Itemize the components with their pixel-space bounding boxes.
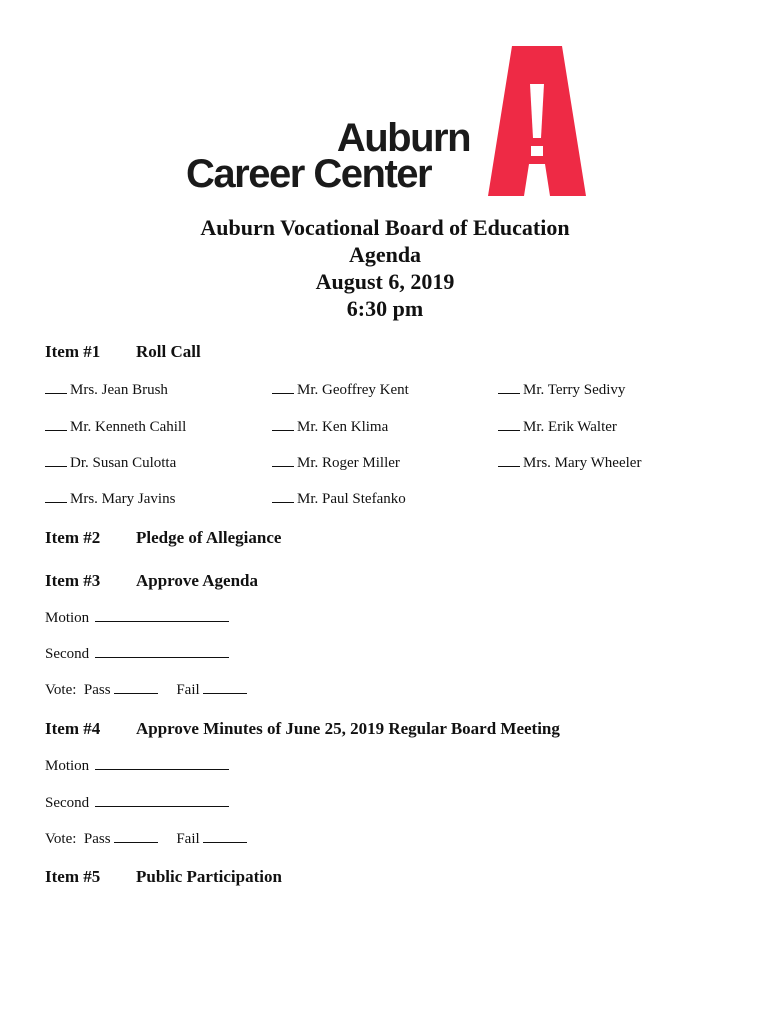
auburn-career-center-logo — [186, 46, 586, 198]
item-label: Pledge of Allegiance — [136, 528, 282, 547]
roll-call-entry: Mrs. Jean Brush — [45, 382, 168, 399]
roll-call-entry: Mrs. Mary Wheeler — [498, 455, 641, 472]
agenda-item-1 — [45, 342, 201, 362]
roll-call-entry: Mr. Geoffrey Kent — [272, 382, 409, 399]
item-number: Item #2 — [45, 528, 101, 547]
board-title: Auburn Vocational Board of Education — [200, 215, 570, 240]
vote-line: Vote: Pass Fail — [45, 682, 250, 699]
logo-line-career-center: Career Center — [186, 152, 432, 196]
logo-line-auburn: Auburn — [336, 116, 470, 160]
roll-call-entry: Mr. Ken Klima — [272, 419, 388, 436]
logo-a-mark-icon — [488, 46, 586, 198]
meeting-date: August 6, 2019 — [315, 269, 455, 294]
agenda-item-4 — [45, 719, 560, 739]
agenda-heading: Agenda — [348, 242, 422, 267]
item-label: Public Participation — [136, 867, 282, 886]
item-label: Roll Call — [136, 342, 201, 361]
item-number: Item #1 — [45, 342, 101, 361]
roll-call-entry: Mr. Kenneth Cahill — [45, 419, 186, 436]
item-number: Item #5 — [45, 867, 101, 886]
item-number: Item #4 — [45, 719, 101, 738]
second-line: Second — [45, 795, 232, 812]
motion-line: Motion — [45, 610, 232, 627]
motion-line: Motion — [45, 758, 232, 775]
item-label: Approve Agenda — [136, 571, 259, 590]
roll-call-entry: Mr. Terry Sedivy — [498, 382, 625, 399]
agenda-item-3 — [45, 571, 258, 591]
roll-call-entry: Dr. Susan Culotta — [45, 455, 176, 472]
agenda-header — [0, 214, 770, 322]
roll-call-entry: Mr. Erik Walter — [498, 419, 617, 436]
logo-wordmark — [186, 116, 470, 196]
roll-call-entry: Mrs. Mary Javins — [45, 491, 175, 508]
agenda-item-5 — [45, 867, 282, 887]
agenda-item-2 — [45, 528, 281, 548]
second-line: Second — [45, 646, 232, 663]
vote-line: Vote: Pass Fail — [45, 831, 250, 848]
roll-call-entry: Mr. Paul Stefanko — [272, 491, 406, 508]
item-number: Item #3 — [45, 571, 101, 590]
meeting-time: 6:30 pm — [346, 296, 424, 321]
item-label: Approve Minutes of June 25, 2019 Regular Board Meeting — [136, 719, 560, 738]
roll-call-entry: Mr. Roger Miller — [272, 455, 400, 472]
